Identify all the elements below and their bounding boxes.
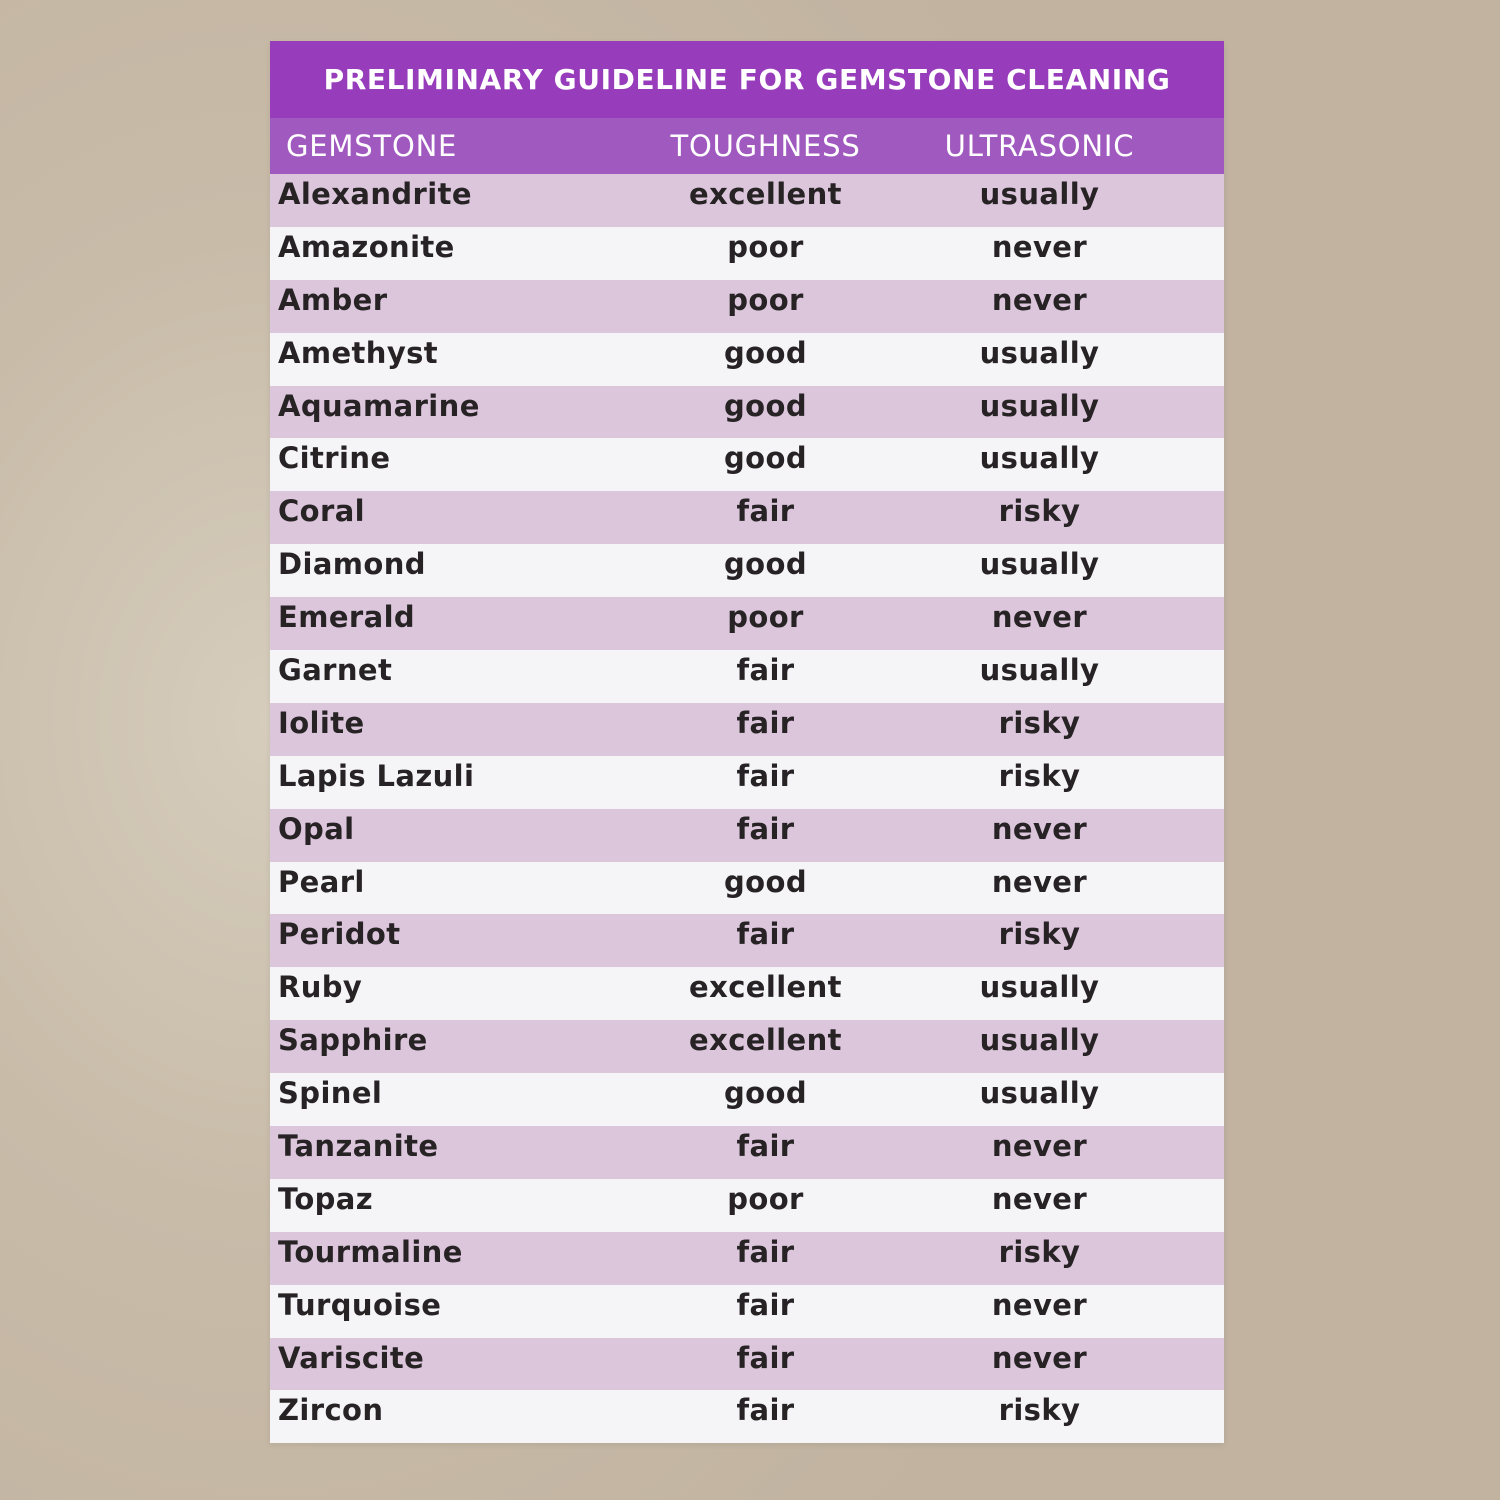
table-row bbox=[270, 333, 1224, 386]
table-row bbox=[270, 1073, 1224, 1126]
table-row bbox=[270, 491, 1224, 544]
cell-toughness: good bbox=[724, 388, 807, 423]
cell-gemstone: Iolite bbox=[278, 705, 365, 740]
table-row bbox=[270, 438, 1224, 491]
cell-gemstone: Citrine bbox=[278, 441, 391, 476]
cell-gemstone: Amethyst bbox=[278, 335, 439, 370]
cell-toughness: fair bbox=[736, 917, 795, 952]
header-toughness: TOUGHNESS bbox=[670, 129, 861, 163]
cell-toughness: poor bbox=[727, 282, 804, 317]
table-row bbox=[270, 280, 1224, 333]
table-row bbox=[270, 914, 1224, 967]
cell-ultrasonic: risky bbox=[998, 1234, 1081, 1269]
cell-gemstone: Amber bbox=[278, 282, 388, 317]
table-row bbox=[270, 597, 1224, 650]
cell-gemstone: Topaz bbox=[278, 1181, 374, 1216]
cell-gemstone: Zircon bbox=[278, 1393, 384, 1428]
cell-gemstone: Ruby bbox=[278, 970, 363, 1005]
gemstone-cleaning-table bbox=[270, 41, 1224, 1443]
cell-ultrasonic: risky bbox=[998, 494, 1081, 529]
cell-toughness: fair bbox=[736, 653, 795, 688]
cell-ultrasonic: never bbox=[991, 600, 1088, 635]
cell-ultrasonic: never bbox=[991, 282, 1088, 317]
cell-toughness: fair bbox=[736, 1234, 795, 1269]
table-title-bar bbox=[270, 41, 1224, 118]
cell-gemstone: Coral bbox=[278, 494, 366, 529]
cell-gemstone: Aquamarine bbox=[278, 388, 480, 423]
header-gemstone: GEMSTONE bbox=[286, 129, 458, 163]
table-row bbox=[270, 1285, 1224, 1338]
table-row bbox=[270, 1179, 1224, 1232]
cell-ultrasonic: risky bbox=[998, 705, 1081, 740]
table-row bbox=[270, 967, 1224, 1020]
cell-ultrasonic: usually bbox=[979, 388, 1100, 423]
table-row bbox=[270, 227, 1224, 280]
cell-ultrasonic: usually bbox=[979, 1023, 1100, 1058]
cell-gemstone: Spinel bbox=[278, 1076, 383, 1111]
cell-gemstone: Variscite bbox=[278, 1340, 425, 1375]
cell-toughness: fair bbox=[736, 494, 795, 529]
cell-ultrasonic: usually bbox=[979, 441, 1100, 476]
table-row bbox=[270, 703, 1224, 756]
cell-ultrasonic: never bbox=[991, 1129, 1088, 1164]
cell-toughness: fair bbox=[736, 1393, 795, 1428]
cell-gemstone: Alexandrite bbox=[278, 177, 472, 211]
table-row bbox=[270, 544, 1224, 597]
cell-gemstone: Turquoise bbox=[278, 1287, 442, 1322]
cell-ultrasonic: usually bbox=[979, 1076, 1100, 1111]
cell-ultrasonic: usually bbox=[979, 547, 1100, 582]
table-title: PRELIMINARY GUIDELINE FOR GEMSTONE CLEANING bbox=[323, 63, 1171, 96]
table-row bbox=[270, 650, 1224, 703]
table-row bbox=[270, 1338, 1224, 1391]
cell-ultrasonic: usually bbox=[979, 970, 1100, 1005]
table-row bbox=[270, 1232, 1224, 1285]
cell-gemstone: Opal bbox=[278, 811, 355, 846]
table-row bbox=[270, 1390, 1224, 1443]
cell-gemstone: Diamond bbox=[278, 547, 426, 582]
cell-ultrasonic: usually bbox=[979, 653, 1100, 688]
cell-gemstone: Pearl bbox=[278, 864, 365, 899]
cell-toughness: poor bbox=[727, 600, 804, 635]
cell-gemstone: Amazonite bbox=[278, 229, 455, 264]
table-row bbox=[270, 809, 1224, 862]
cell-gemstone: Emerald bbox=[278, 600, 416, 635]
header-ultrasonic: ULTRASONIC bbox=[944, 129, 1135, 163]
cell-gemstone: Sapphire bbox=[278, 1023, 428, 1058]
table-row bbox=[270, 756, 1224, 809]
cell-toughness: fair bbox=[736, 1340, 795, 1375]
cell-ultrasonic: usually bbox=[979, 177, 1100, 211]
cell-toughness: poor bbox=[727, 229, 804, 264]
cell-ultrasonic: risky bbox=[998, 917, 1081, 952]
table-row bbox=[270, 1020, 1224, 1073]
cell-ultrasonic: risky bbox=[998, 758, 1081, 793]
cell-toughness: excellent bbox=[689, 177, 842, 211]
cell-gemstone: Lapis Lazuli bbox=[278, 758, 475, 793]
cell-toughness: poor bbox=[727, 1181, 804, 1216]
cell-ultrasonic: never bbox=[991, 1287, 1088, 1322]
cell-ultrasonic: risky bbox=[998, 1393, 1081, 1428]
cell-ultrasonic: never bbox=[991, 229, 1088, 264]
table-row bbox=[270, 386, 1224, 439]
cell-ultrasonic: usually bbox=[979, 335, 1100, 370]
cell-ultrasonic: never bbox=[991, 864, 1088, 899]
table-header-row bbox=[270, 118, 1224, 174]
cell-toughness: excellent bbox=[689, 970, 842, 1005]
cell-toughness: good bbox=[724, 1076, 807, 1111]
cell-toughness: fair bbox=[736, 1129, 795, 1164]
cell-toughness: good bbox=[724, 441, 807, 476]
cell-toughness: fair bbox=[736, 758, 795, 793]
cell-gemstone: Peridot bbox=[278, 917, 401, 952]
cell-ultrasonic: never bbox=[991, 1340, 1088, 1375]
cell-toughness: good bbox=[724, 547, 807, 582]
cell-toughness: good bbox=[724, 335, 807, 370]
table-row bbox=[270, 1126, 1224, 1179]
cell-ultrasonic: never bbox=[991, 811, 1088, 846]
cell-toughness: fair bbox=[736, 705, 795, 740]
table-row bbox=[270, 174, 1224, 227]
table-body bbox=[270, 174, 1224, 1443]
cell-toughness: good bbox=[724, 864, 807, 899]
cell-gemstone: Garnet bbox=[278, 653, 393, 688]
cell-gemstone: Tourmaline bbox=[278, 1234, 463, 1269]
cell-toughness: fair bbox=[736, 811, 795, 846]
cell-gemstone: Tanzanite bbox=[278, 1129, 439, 1164]
table-row bbox=[270, 862, 1224, 915]
cell-ultrasonic: never bbox=[991, 1181, 1088, 1216]
cell-toughness: excellent bbox=[689, 1023, 842, 1058]
cell-toughness: fair bbox=[736, 1287, 795, 1322]
